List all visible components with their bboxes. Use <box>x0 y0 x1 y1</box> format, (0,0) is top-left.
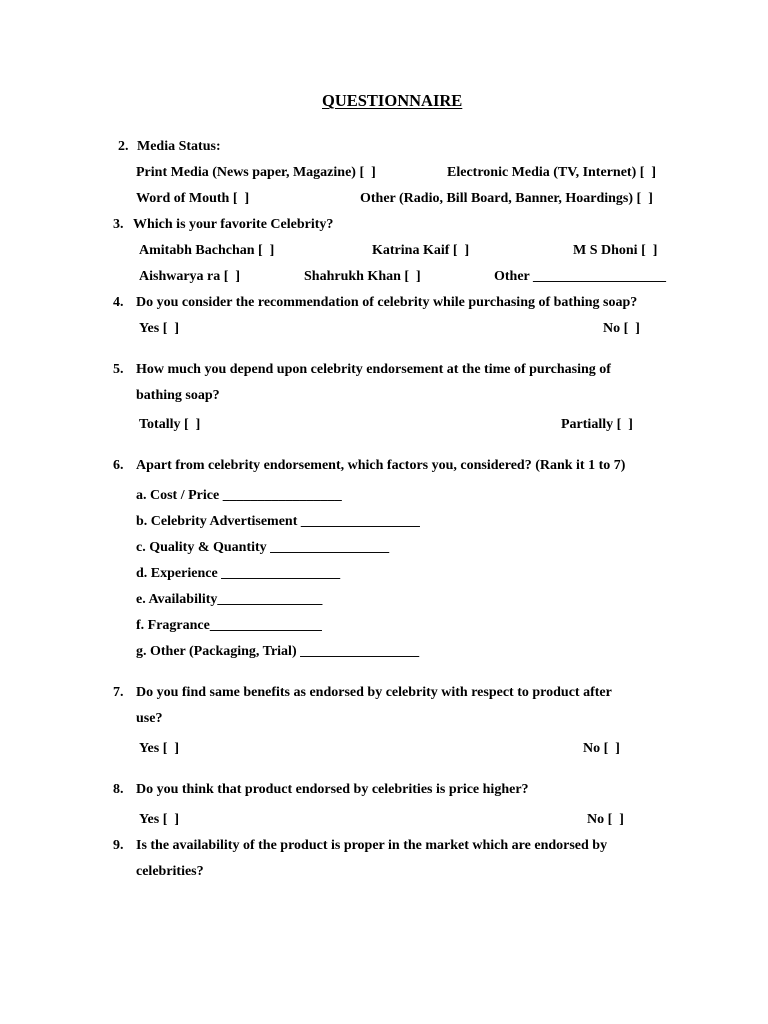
q6-item-other[interactable]: g. Other (Packaging, Trial) _________________ <box>136 644 420 659</box>
q3-text: Which is your favorite Celebrity? <box>133 217 334 232</box>
q2-text: Media Status: <box>137 139 221 154</box>
q7-option-no[interactable]: No [ ] <box>583 741 620 756</box>
q8-option-no[interactable]: No [ ] <box>587 812 624 827</box>
q2-option-electronic-media[interactable]: Electronic Media (TV, Internet) [ ] <box>447 165 657 180</box>
q3-option-katrina-kaif[interactable]: Katrina Kaif [ ] <box>372 243 470 258</box>
q8-number: 8. <box>113 782 124 797</box>
q4-option-yes[interactable]: Yes [ ] <box>139 321 180 336</box>
q5-text-line2: bathing soap? <box>136 388 220 403</box>
q5-option-partially[interactable]: Partially [ ] <box>561 417 633 432</box>
q6-text: Apart from celebrity endorsement, which factors you, considered? (Rank it 1 to 7) <box>136 458 626 473</box>
q9-number: 9. <box>113 838 124 853</box>
q9-text-line1: Is the availability of the product is proper in the market which are endorsed by <box>136 838 608 853</box>
q3-option-other[interactable]: Other ___________________ <box>494 269 667 284</box>
q3-number: 3. <box>113 217 124 232</box>
q6-item-quality-quantity[interactable]: c. Quality & Quantity _________________ <box>136 540 390 555</box>
q6-item-fragrance[interactable]: f. Fragrance________________ <box>136 618 322 633</box>
q2-option-other[interactable]: Other (Radio, Bill Board, Banner, Hoardings) [ ] <box>360 191 653 206</box>
q6-item-cost-price[interactable]: a. Cost / Price _________________ <box>136 488 342 503</box>
q5-number: 5. <box>113 362 124 377</box>
q6-item-availability[interactable]: e. Availability_______________ <box>136 592 323 607</box>
q3-option-aishwarya[interactable]: Aishwarya ra [ ] <box>139 269 241 284</box>
q7-text-line1: Do you find same benefits as endorsed by celebrity with respect to product after <box>136 685 612 700</box>
q8-option-yes[interactable]: Yes [ ] <box>139 812 180 827</box>
q3-option-amitabh-bachchan[interactable]: Amitabh Bachchan [ ] <box>139 243 275 258</box>
q8-text: Do you think that product endorsed by celebrities is price higher? <box>136 782 529 797</box>
q4-number: 4. <box>113 295 124 310</box>
q6-item-celebrity-advertisement[interactable]: b. Celebrity Advertisement _________________ <box>136 514 420 529</box>
q5-option-totally[interactable]: Totally [ ] <box>139 417 201 432</box>
q5-text-line1: How much you depend upon celebrity endorsement at the time of purchasing of <box>136 362 611 377</box>
q7-number: 7. <box>113 685 124 700</box>
q7-option-yes[interactable]: Yes [ ] <box>139 741 180 756</box>
page-title: QUESTIONNAIRE <box>322 91 463 110</box>
q2-option-print-media[interactable]: Print Media (News paper, Magazine) [ ] <box>136 165 376 180</box>
q6-item-experience[interactable]: d. Experience _________________ <box>136 566 341 581</box>
q2-option-word-of-mouth[interactable]: Word of Mouth [ ] <box>136 191 250 206</box>
q2-number: 2. <box>118 139 129 154</box>
q4-option-no[interactable]: No [ ] <box>603 321 640 336</box>
q3-option-shahrukh-khan[interactable]: Shahrukh Khan [ ] <box>304 269 421 284</box>
q3-option-ms-dhoni[interactable]: M S Dhoni [ ] <box>573 243 658 258</box>
q7-text-line2: use? <box>136 711 163 726</box>
q6-number: 6. <box>113 458 124 473</box>
q9-text-line2: celebrities? <box>136 864 204 879</box>
q4-text: Do you consider the recommendation of celebrity while purchasing of bathing soap? <box>136 295 638 310</box>
